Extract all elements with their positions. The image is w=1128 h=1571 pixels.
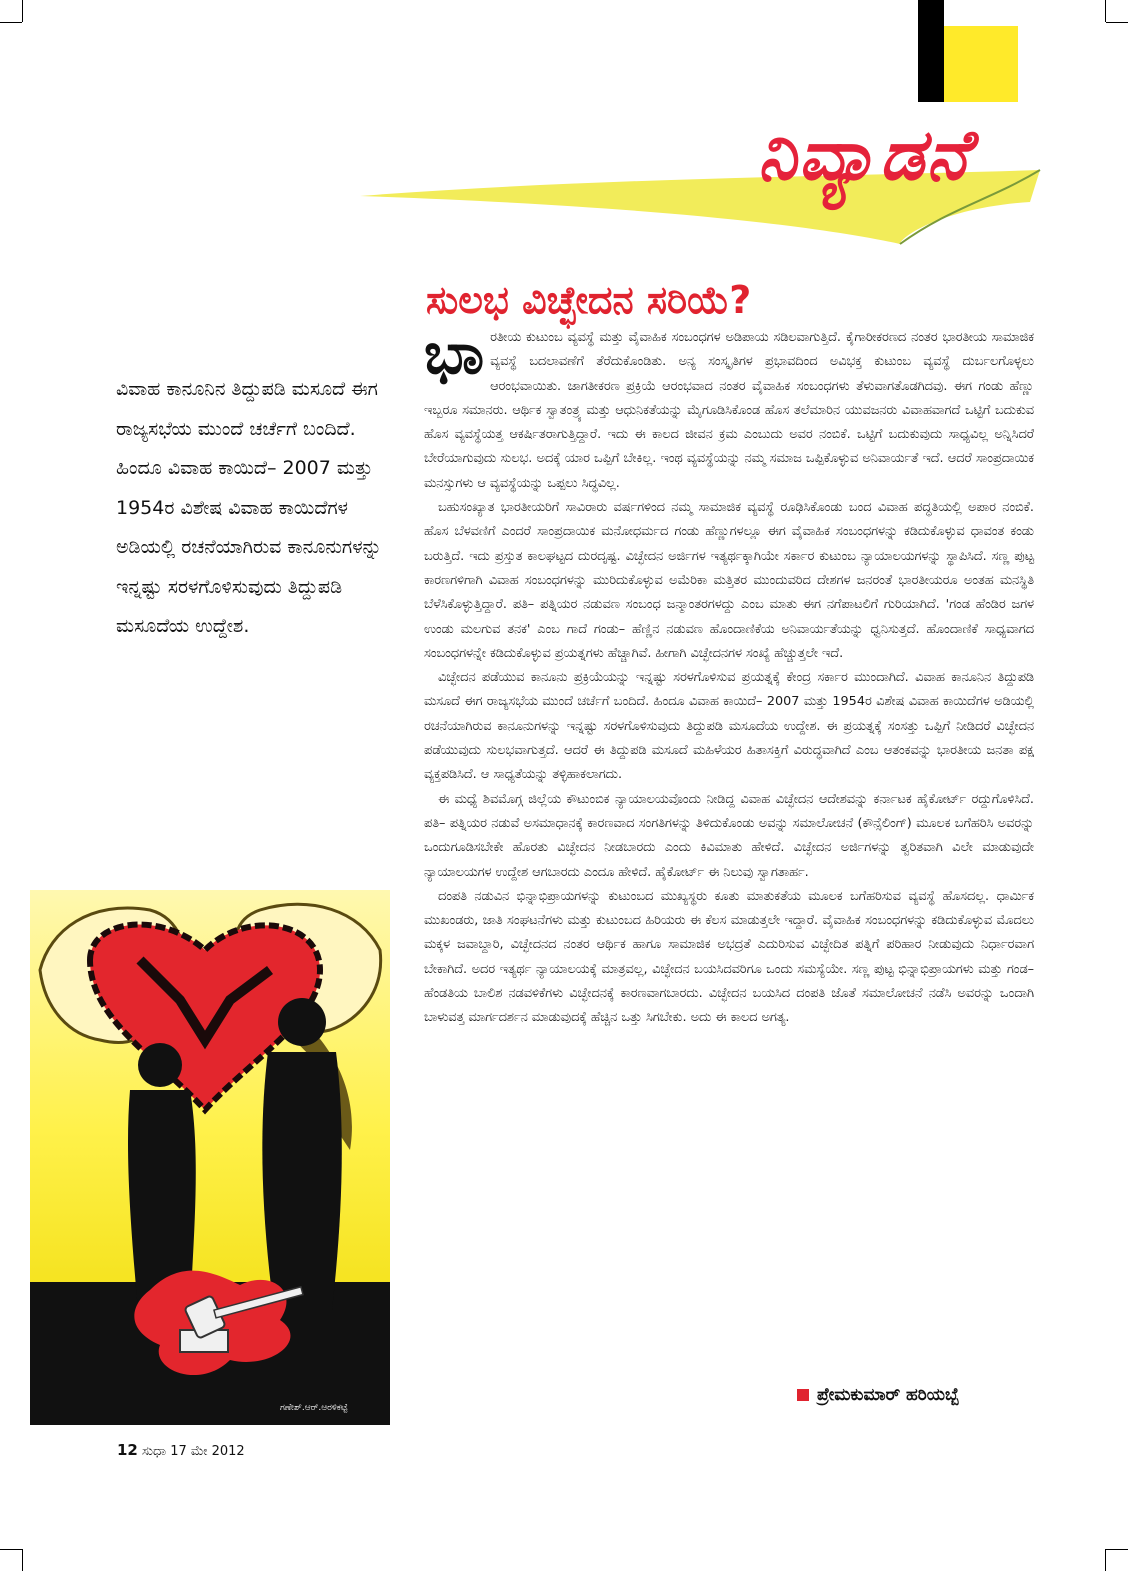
crop-mark-bottom-right-h xyxy=(1106,1549,1128,1550)
byline-text: ಪ್ರೇಮಕುಮಾರ್ ಹರಿಯಬ್ಬೆ xyxy=(817,1385,960,1405)
byline-marker-icon xyxy=(797,1389,809,1401)
crop-mark-top-right-h xyxy=(1106,22,1128,23)
crop-mark-bottom-left xyxy=(22,1549,23,1571)
paragraph: ಈ ಮಧ್ಯೆ ಶಿವಮೊಗ್ಗ ಜಿಲ್ಲೆಯ ಕೌಟುಂಬಿಕ ನ್ಯಾಯಾಲಯವೊಂದು ನೀಡಿದ್ದ ವಿವಾಹ ವಿಚ್ಛೇದನ ಆದೇಶವನ್ನು ಕರ್ನಾಟಕ ಹೈಕೋರ್ಟ್ ರದ್ದುಗೊಳಿಸಿದೆ. ಪತಿ– ಪತ್ನಿಯರ ನಡುವೆ ಅಸಮಾಧಾನಕ್ಕೆ ಕಾರಣವಾದ ಸಂಗತಿಗಳನ್ನು ತಿಳಿದುಕೊಂಡು ಅವನ್ನು ಸಮಾಲೋಚನೆ (ಕೌನ್ಸೆಲಿಂಗ್) ಮೂಲಕ ಬಗೆಹರಿಸಿ ಅವರನ್ನು ಒಂದುಗೂಡಿಸಬೇಕೇ ಹೊರತು ವಿಚ್ಛೇದನ ನೀಡಬಾರದು ಎಂದು ಕಿವಿಮಾತು ಹೇಳಿದೆ. ವಿಚ್ಛೇದನ ಅರ್ಜಿಗಳನ್ನು ತ್ವರಿತವಾಗಿ ವಿಲೇ ಮಾಡುವುದೇ ನ್ಯಾಯಾಲಯಗಳ ಉದ್ದೇಶ ಆಗಬಾರದು ಎಂದೂ ಹೇಳಿದೆ. ಹೈಕೋರ್ಟ್ ಈ ನಿಲುವು ಸ್ವಾಗತಾರ್ಹ. xyxy=(424,791,1034,880)
column-heading-block xyxy=(340,108,1120,258)
page-number: 12 xyxy=(117,1441,138,1459)
section-tab xyxy=(944,26,1018,102)
illustration-credit: ಗಣೇಶ್.ಆರ್.ಆರಳಿಕಟ್ಟೆ xyxy=(280,1403,348,1413)
crop-mark-top-left xyxy=(22,0,23,22)
pull-quote: ವಿವಾಹ ಕಾನೂನಿನ ತಿದ್ದುಪಡಿ ಮಸೂದೆ ಈಗ ರಾಜ್ಯಸಭೆಯ ಮುಂದೆ ಚರ್ಚೆಗೆ ಬಂದಿದೆ. ಹಿಂದೂ ವಿವಾಹ ಕಾಯಿದೆ– 2007 ಮತ್ತು 1954ರ ವಿಶೇಷ ವಿವಾಹ ಕಾಯಿದೆಗಳ ಅಡಿಯಲ್ಲಿ ರಚನೆಯಾಗಿರುವ ಕಾನೂನುಗಳನ್ನು ಇನ್ನಷ್ಟು ಸರಳಗೊಳಿಸುವುದು ತಿದ್ದುಪಡಿ ಮಸೂದೆಯ ಉದ್ದೇಶ. xyxy=(116,378,382,637)
magazine-name: ಸುಧಾ xyxy=(142,1444,167,1459)
page-footer xyxy=(117,1441,245,1459)
drop-cap: ಭಾ xyxy=(424,319,485,387)
heading-swoosh xyxy=(340,108,1120,258)
illustration-broken-heart xyxy=(30,890,390,1425)
issue-date: 17 ಮೇ 2012 xyxy=(170,1444,245,1459)
article-body xyxy=(424,319,1034,1031)
paragraph: ದಂಪತಿ ನಡುವಿನ ಭಿನ್ನಾಭಿಪ್ರಾಯಗಳನ್ನು ಕುಟುಂಬದ ಮುಖ್ಯಸ್ಥರು ಕೂತು ಮಾತುಕತೆಯ ಮೂಲಕ ಬಗೆಹರಿಸುವ ವ್ಯವಸ್ಥೆ ಹೊಸದಲ್ಲ. ಧಾರ್ಮಿಕ ಮುಖಂಡರು, ಜಾತಿ ಸಂಘಟನೆಗಳು ಮತ್ತು ಕುಟುಂಬದ ಹಿರಿಯರು ಈ ಕೆಲಸ ಮಾಡುತ್ತಲೇ ಇದ್ದಾರೆ. ವೈವಾಹಿಕ ಸಂಬಂಧಗಳನ್ನು ಕಡಿದುಕೊಳ್ಳುವ ಮೊದಲು ಮಕ್ಕಳ ಜವಾಬ್ದಾರಿ, ವಿಚ್ಛೇದನದ ನಂತರ ಆರ್ಥಿಕ ಹಾಗೂ ಸಾಮಾಜಿಕ ಅಭದ್ರತೆ ಎದುರಿಸುವ ವಿಚ್ಛೇದಿತ ಪತ್ನಿಗೆ ಪರಿಹಾರ ನೀಡುವುದು ನಿರ್ಧಾರವಾಗ ಬೇಕಾಗಿದೆ. ಅದರ ಇತ್ಯರ್ಥ ನ್ಯಾಯಾಲಯಕ್ಕೆ ಮಾತ್ರವಲ್ಲ, ವಿಚ್ಛೇದನ ಬಯಸಿದವರಿಗೂ ಒಂದು ಸಮಸ್ಯೆಯೇ. ಸಣ್ಣ ಪುಟ್ಟ ಭಿನ್ನಾಭಿಪ್ರಾಯಗಳು ಮತ್ತು ಗಂಡ–ಹೆಂಡತಿಯ ಬಾಲಿಶ ನಡವಳಿಕೆಗಳು ವಿಚ್ಛೇದನಕ್ಕೆ ಕಾರಣವಾಗಬಾರದು. ವಿಚ್ಛೇದನ ಬಯಸಿದ ದಂಪತಿ ಜೊತೆ ಸಮಾಲೋಚನೆ ನಡೆಸಿ ಅವರನ್ನು ಒಂದಾಗಿ ಬಾಳುವತ್ತ ಮಾರ್ಗದರ್ಶನ ಮಾಡುವುದಕ್ಕೆ ಹೆಚ್ಚಿನ ಒತ್ತು ಸಿಗಬೇಕು. ಅದು ಈ ಕಾಲದ ಅಗತ್ಯ. xyxy=(424,888,1034,1026)
crop-mark-top-right xyxy=(1105,0,1106,22)
crop-mark-top-left-h xyxy=(0,22,22,23)
crop-mark-bottom-left-h xyxy=(0,1549,22,1550)
paragraph xyxy=(424,319,1034,496)
paragraph: ಬಹುಸಂಖ್ಯಾತ ಭಾರತೀಯರಿಗೆ ಸಾವಿರಾರು ವರ್ಷಗಳಿಂದ ನಮ್ಮ ಸಾಮಾಜಿಕ ವ್ಯವಸ್ಥೆ ರೂಢಿಸಿಕೊಂಡು ಬಂದ ವಿವಾಹ ಪದ್ಧತಿಯಲ್ಲಿ ಅಪಾರ ನಂಬಿಕೆ. ಹೊಸ ಬೆಳವಣಿಗೆ ಎಂದರೆ ಸಾಂಪ್ರದಾಯಿಕ ಮನೋಧರ್ಮದ ಗಂಡು ಹೆಣ್ಣುಗಳಲ್ಲೂ ಈಗ ವೈವಾಹಿಕ ಸಂಬಂಧಗಳನ್ನು ಕಡಿದುಕೊಳ್ಳುವ ಧಾವಂತ ಕಂಡು ಬರುತ್ತಿದೆ. ಇದು ಪ್ರಸ್ತುತ ಕಾಲಘಟ್ಟದ ದುರದೃಷ್ಟ. ವಿಚ್ಛೇದನ ಅರ್ಜಿಗಳ ಇತ್ಯರ್ಥಕ್ಕಾಗಿಯೇ ಸರ್ಕಾರ ಕುಟುಂಬ ನ್ಯಾಯಾಲಯಗಳನ್ನು ಸ್ಥಾಪಿಸಿದೆ. ಸಣ್ಣ ಪುಟ್ಟ ಕಾರಣಗಳಿಗಾಗಿ ವಿವಾಹ ಸಂಬಂಧಗಳನ್ನು ಮುರಿದುಕೊಳ್ಳುವ ಅಮೆರಿಕಾ ಮತ್ತಿತರ ಮುಂದುವರಿದ ದೇಶಗಳ ಜನರಂತೆ ಭಾರತೀಯರೂ ಅಂತಹ ಮನಸ್ಥಿತಿ ಬೆಳೆಸಿಕೊಳ್ಳುತ್ತಿದ್ದಾರೆ. ಪತಿ– ಪತ್ನಿಯರ ನಡುವಣ ಸಂಬಂಧ ಜನ್ಮಾಂತರಗಳದ್ದು ಎಂಬ ಮಾತು ಈಗ ನಗೆಪಾಟಲಿಗೆ ಗುರಿಯಾಗಿದೆ. 'ಗಂಡ ಹೆಂಡಿರ ಜಗಳ ಉಂಡು ಮಲಗುವ ತನಕ' ಎಂಬ ಗಾದೆ ಗಂಡು– ಹೆಣ್ಣಿನ ನಡುವಣ ಹೊಂದಾಣಿಕೆಯ ಅನಿವಾರ್ಯತೆಯನ್ನು ಧ್ವನಿಸುತ್ತದೆ. ಹೊಂದಾಣಿಕೆ ಸಾಧ್ಯವಾಗದ ಸಂಬಂಧಗಳನ್ನೇ ಕಡಿದುಕೊಳ್ಳುವ ಪ್ರಯತ್ನಗಳು ಹೆಚ್ಚಾಗಿವೆ. ಹೀಗಾಗಿ ವಿಚ್ಛೇದನಗಳ ಸಂಖ್ಯೆ ಹೆಚ್ಚುತ್ತಲೇ ಇದೆ. xyxy=(424,500,1034,661)
paragraph: ವಿಚ್ಛೇದನ ಪಡೆಯುವ ಕಾನೂನು ಪ್ರಕ್ರಿಯೆಯನ್ನು ಇನ್ನಷ್ಟು ಸರಳಗೊಳಿಸುವ ಪ್ರಯತ್ನಕ್ಕೆ ಕೇಂದ್ರ ಸರ್ಕಾರ ಮುಂದಾಗಿದೆ. ವಿವಾಹ ಕಾನೂನಿನ ತಿದ್ದುಪಡಿ ಮಸೂದೆ ಈಗ ರಾಜ್ಯಸಭೆಯ ಮುಂದೆ ಚರ್ಚೆಗೆ ಬಂದಿದೆ. ಹಿಂದೂ ವಿವಾಹ ಕಾಯಿದೆ– 2007 ಮತ್ತು 1954ರ ವಿಶೇಷ ವಿವಾಹ ಕಾಯಿದೆಗಳ ಅಡಿಯಲ್ಲಿ ರಚನೆಯಾಗಿರುವ ಕಾನೂನುಗಳನ್ನು ಇನ್ನಷ್ಟು ಸರಳಗೊಳಿಸುವುದು ತಿದ್ದುಪಡಿ ಮಸೂದೆಯ ಉದ್ದೇಶ. ಈ ಪ್ರಯತ್ನಕ್ಕೆ ಸಂಸತ್ತು ಒಪ್ಪಿಗೆ ನೀಡಿದರೆ ವಿಚ್ಛೇದನ ಪಡೆಯುವುದು ಸುಲಭವಾಗುತ್ತದೆ. ಆದರೆ ಈ ತಿದ್ದುಪಡಿ ಮಸೂದೆ ಮಹಿಳೆಯರ ಹಿತಾಸಕ್ತಿಗೆ ವಿರುದ್ಧವಾಗಿದೆ ಎಂಬ ಆತಂಕವನ್ನು ಭಾರತೀಯ ಜನತಾ ಪಕ್ಷ ವ್ಯಕ್ತಪಡಿಸಿದೆ. ಆ ಸಾಧ್ಯತೆಯನ್ನು ತಳ್ಳಿಹಾಕಲಾಗದು. xyxy=(424,670,1034,783)
byline xyxy=(797,1385,959,1405)
column-heading: ನಿವ್ಯಾಡನೆ xyxy=(757,114,970,196)
crop-mark-bottom-right xyxy=(1105,1549,1106,1571)
article-title: ಸುಲಭ ವಿಚ್ಛೇದನ ಸರಿಯೆ? xyxy=(426,278,752,322)
section-tab-bar xyxy=(918,0,944,102)
paragraph-text: ರತೀಯ ಕುಟುಂಬ ವ್ಯವಸ್ಥೆ ಮತ್ತು ವೈವಾಹಿಕ ಸಂಬಂಧಗಳ ಅಡಿಪಾಯ ಸಡಿಲವಾಗುತ್ತಿದೆ. ಕೈಗಾರೀಕರಣದ ನಂತರ ಭಾರತೀಯ ಸಾಮಾಜಿಕ ವ್ಯವಸ್ಥೆ ಬದಲಾವಣೆಗೆ ತೆರೆದುಕೊಂಡಿತು. ಅನ್ಯ ಸಂಸ್ಕೃತಿಗಳ ಪ್ರಭಾವದಿಂದ ಅವಿಭಕ್ತ ಕುಟುಂಬ ವ್ಯವಸ್ಥೆ ದುರ್ಬಲಗೊಳ್ಳಲು ಆರಂಭವಾಯಿತು. ಜಾಗತೀಕರಣ ಪ್ರಕ್ರಿಯೆ ಆರಂಭವಾದ ನಂತರ ವೈವಾಹಿಕ ಸಂಬಂಧಗಳು ತೆಳುವಾಗತೊಡಗಿದವು. ಈಗ ಗಂಡು ಹೆಣ್ಣು ಇಬ್ಬರೂ ಸಮಾನರು. ಆರ್ಥಿಕ ಸ್ವಾತಂತ್ರ್ಯ ಮತ್ತು ಆಧುನಿಕತೆಯನ್ನು ಮೈಗೂಡಿಸಿಕೊಂಡ ಹೊಸ ತಲೆಮಾರಿನ ಯುವಜನರು ವಿವಾಹವಾಗದೆ ಒಟ್ಟಿಗೆ ಬದುಕುವ ಹೊಸ ವ್ಯವಸ್ಥೆಯತ್ತ ಆಕರ್ಷಿತರಾಗುತ್ತಿದ್ದಾರೆ. ಇದು ಈ ಕಾಲದ ಜೀವನ ಕ್ರಮ ಎಂಬುದು ಅವರ ನಂಬಿಕೆ. ಒಟ್ಟಿಗೆ ಬದುಕುವುದು ಸಾಧ್ಯವಿಲ್ಲ ಅನ್ನಿಸಿದರೆ ಬೇರೆಯಾಗುವುದು ಸುಲಭ. ಅದಕ್ಕೆ ಯಾರ ಒಪ್ಪಿಗೆ ಬೇಕಿಲ್ಲ. ಇಂಥ ವ್ಯವಸ್ಥೆಯನ್ನು ನಮ್ಮ ಸಮಾಜ ಒಪ್ಪಿಕೊಳ್ಳುವ ಅನಿವಾರ್ಯತೆ ಇದೆ. ಆದರೆ ಸಾಂಪ್ರದಾಯಿಕ ಮನಸ್ಸುಗಳು ಆ ವ್ಯವಸ್ಥೆಯನ್ನು ಒಪ್ಪಲು ಸಿದ್ಧವಿಲ್ಲ. xyxy=(424,330,1034,491)
